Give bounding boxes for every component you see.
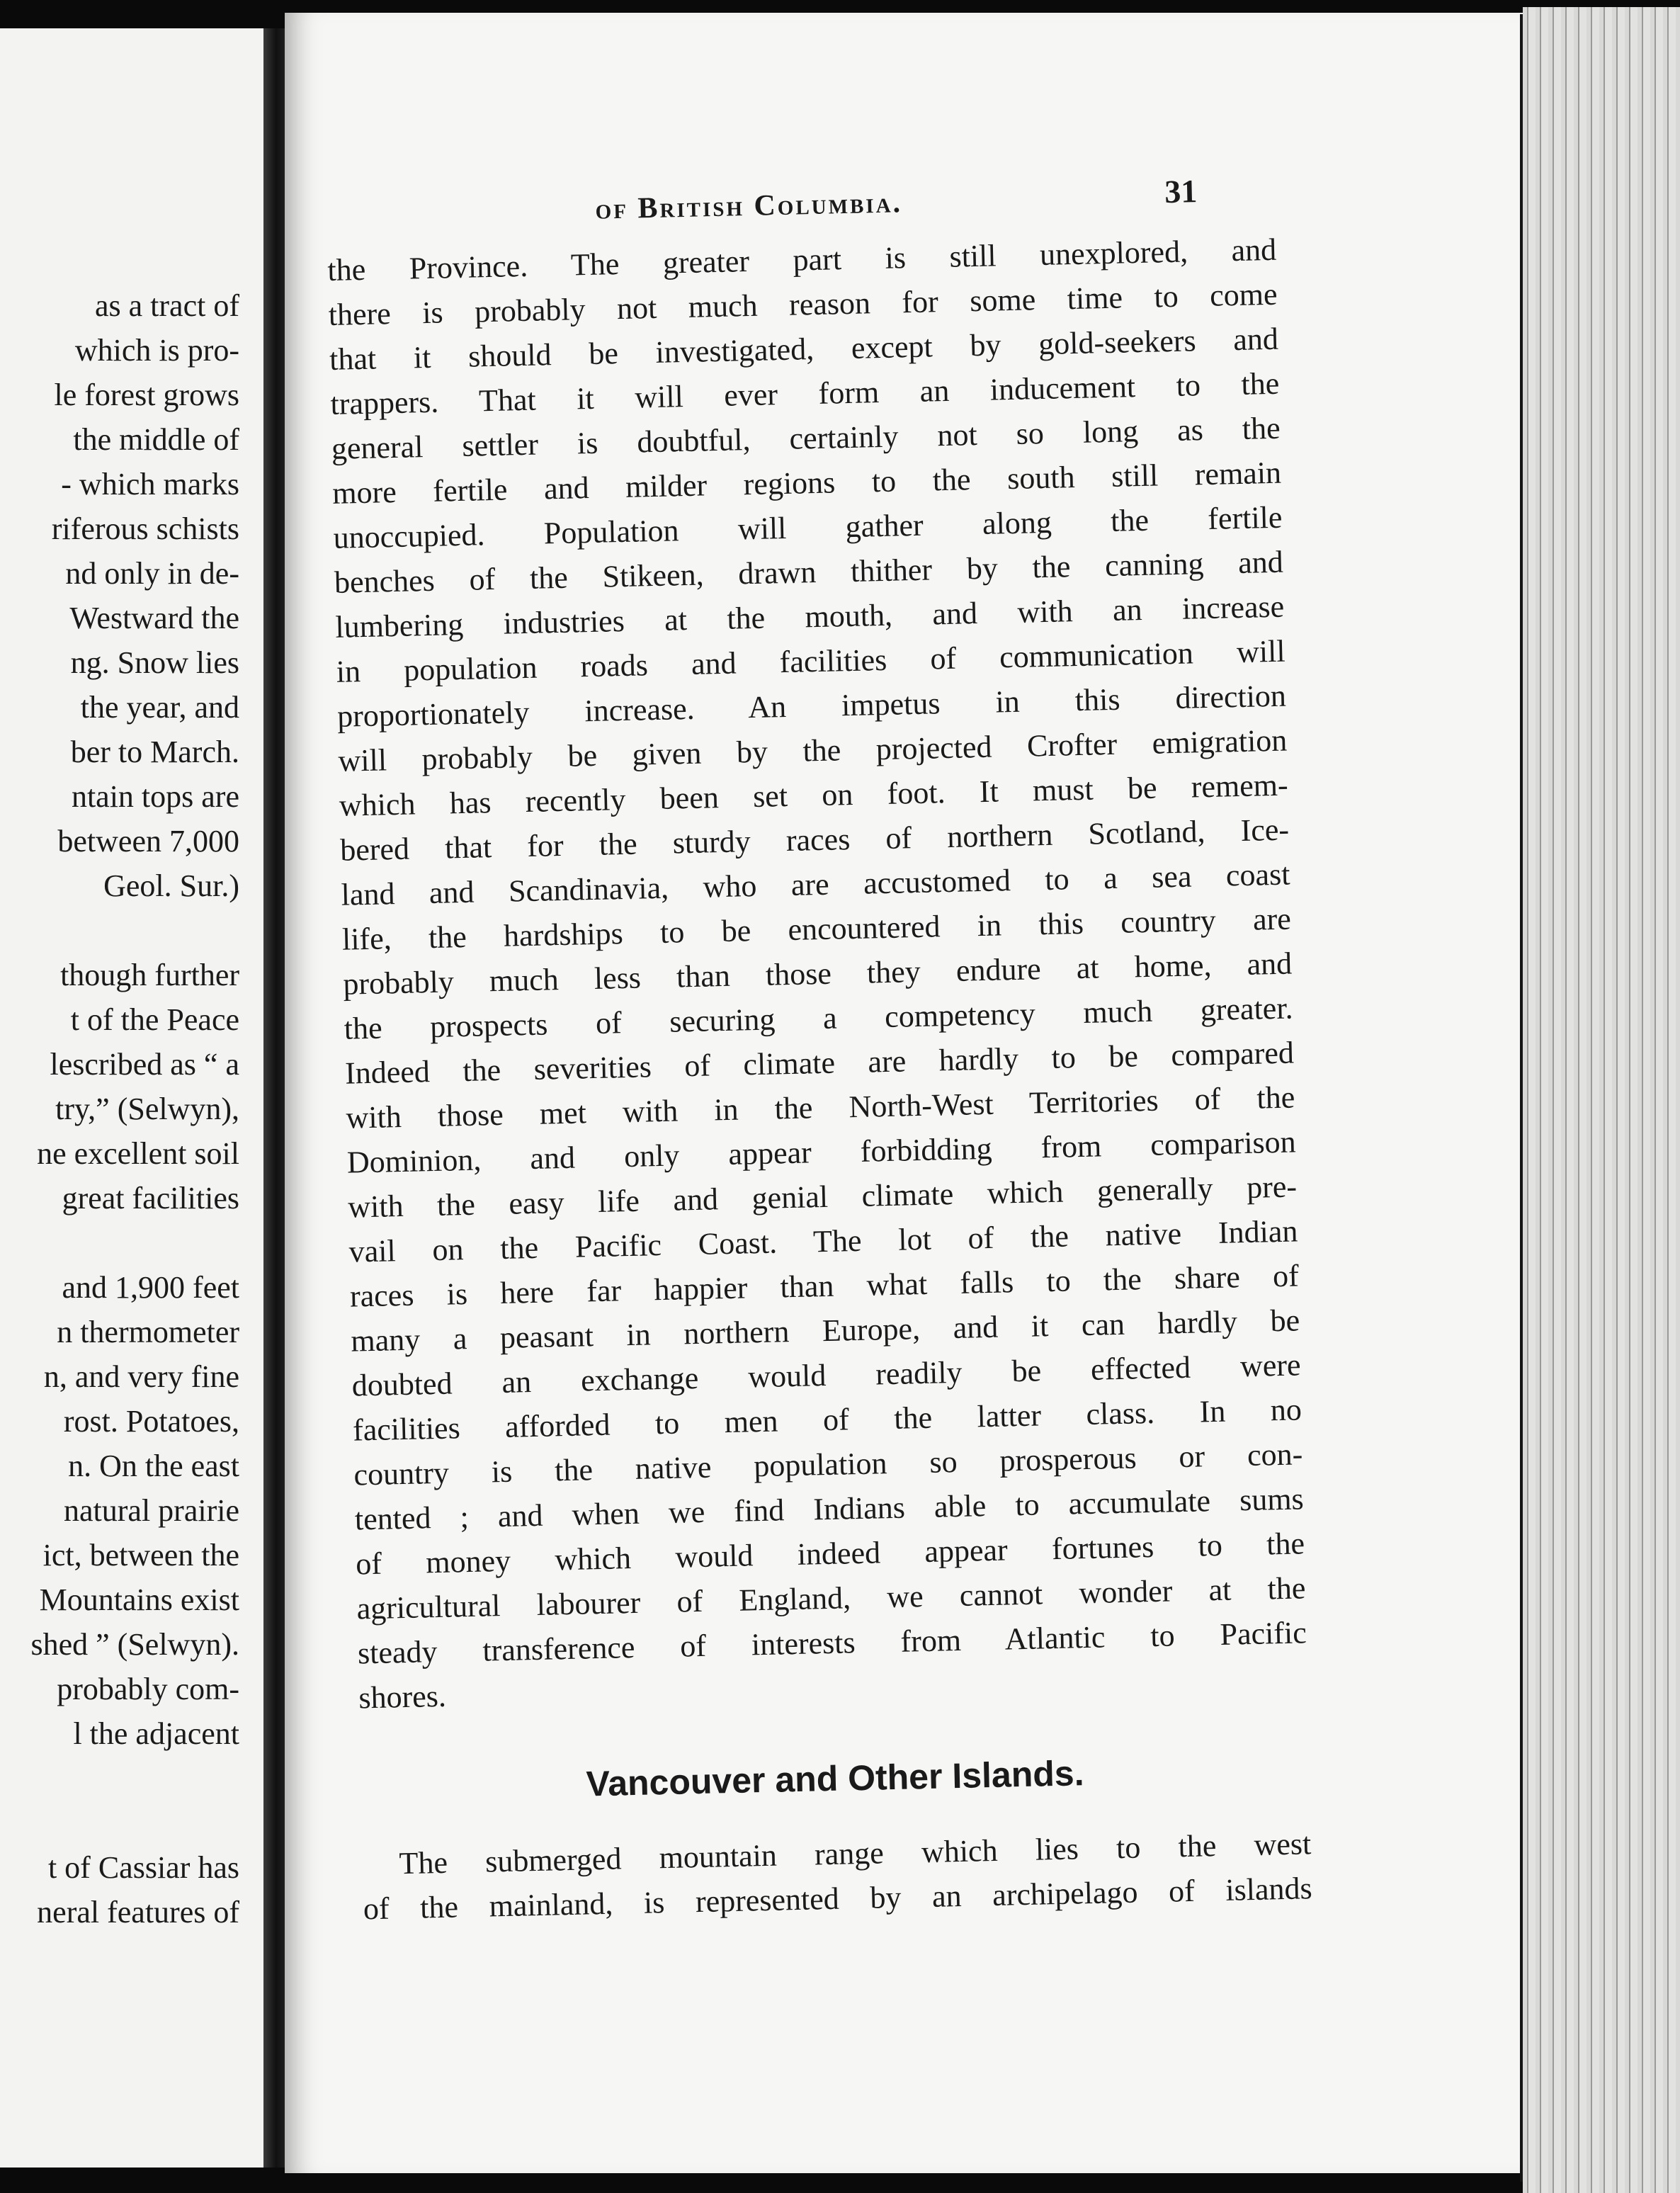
- text-line: lumbering industries at the mouth, and with an increase: [334, 589, 1285, 645]
- text-line: though further: [60, 958, 239, 992]
- text-line: probably com-: [57, 1672, 239, 1706]
- text-line: shores.: [358, 1678, 447, 1716]
- text-line: lescribed as “ a: [50, 1047, 239, 1082]
- text-line: in population roads and facilities of communication will: [336, 633, 1286, 689]
- text-line: many a peasant in northern Europe, and it can hardly be: [350, 1303, 1300, 1359]
- text-line: facilities afforded to men of the latter class. In no: [352, 1392, 1302, 1448]
- page-edges: [1523, 7, 1680, 2193]
- text-line: there is probably not much reason for some time to come: [328, 276, 1278, 332]
- left-page: [0, 28, 263, 2168]
- text-line: t of the Peace: [70, 1002, 239, 1037]
- text-line: as a tract of: [95, 288, 239, 323]
- text-line: ntain tops are: [71, 779, 239, 814]
- text-line: land and Scandinavia, who are accustomed to a sea coast: [341, 856, 1290, 912]
- text-line: of money which would indeed appear fortunes to the: [355, 1526, 1305, 1582]
- page-number: 31: [1164, 173, 1198, 210]
- text-line: the middle of: [73, 422, 239, 457]
- text-line: which is pro-: [74, 333, 239, 368]
- body-paragraph: [327, 227, 1308, 1721]
- text-line: of the mainland, is represented by an archipelago of islands: [363, 1871, 1313, 1927]
- text-line: trappers. That it will ever form an inducement to the: [330, 366, 1280, 421]
- text-line: ne excellent soil: [37, 1136, 239, 1171]
- text-line: The submerged mountain range which lies to the west: [398, 1826, 1312, 1881]
- text-line: le forest grows: [54, 378, 239, 412]
- text-line: tented ; and when we find Indians able to accumulate sums: [354, 1481, 1305, 1537]
- text-line: doubted an exchange would readily be effected were: [351, 1347, 1302, 1403]
- text-line: benches of the Stikeen, drawn thither by the canning and: [334, 544, 1284, 600]
- text-line: great facilities: [62, 1181, 239, 1216]
- text-line: neral features of: [37, 1895, 239, 1930]
- text-line: that it should be investigated, except by gold-seekers and: [329, 321, 1279, 377]
- text-line: and 1,900 feet: [62, 1270, 239, 1305]
- text-line: ng. Snow lies: [70, 645, 239, 680]
- text-line: country is the native population so prosperous or con-: [353, 1436, 1303, 1492]
- book-gutter: [263, 28, 285, 2168]
- text-line: steady transference of interests from Atlantic to Pacific: [357, 1615, 1307, 1671]
- text-line: with the easy life and genial climate which generally pre-: [347, 1169, 1298, 1225]
- text-line: unoccupied. Population will gather along the fertile: [333, 499, 1283, 555]
- text-line: Westward the: [69, 601, 239, 635]
- left-page-text: [31, 283, 240, 1934]
- text-line: Mountains exist: [39, 1582, 239, 1617]
- text-line: with those met with in the North-West Territories of the: [346, 1080, 1295, 1135]
- text-line: probably much less than those they endure at home, and: [342, 946, 1293, 1002]
- text-line: the prospects of securing a competency much greater.: [344, 990, 1294, 1046]
- text-line: - which marks: [61, 467, 239, 502]
- text-line: between 7,000: [57, 824, 239, 858]
- text-line: ber to March.: [70, 735, 239, 769]
- text-line: agricultural labourer of England, we cannot wonder at the: [356, 1570, 1306, 1626]
- text-line: Indeed the severities of climate are hardly to be compared: [344, 1035, 1295, 1091]
- text-line: [31, 1220, 240, 1265]
- page-content: [326, 171, 1312, 1932]
- text-line: riferous schists: [51, 511, 239, 546]
- text-line: n, and very fine: [43, 1359, 239, 1394]
- text-line: n thermometer: [57, 1315, 239, 1349]
- text-line: the year, and: [80, 690, 239, 725]
- text-line: nd only in de-: [65, 556, 239, 591]
- text-line: [31, 1756, 240, 1801]
- text-line: rost. Potatoes,: [63, 1404, 239, 1439]
- running-title: of British Columbia.: [595, 186, 903, 226]
- text-line: l the adjacent: [73, 1716, 239, 1751]
- text-line: more fertile and milder regions to the south still remain: [331, 455, 1282, 511]
- text-line: life, the hardships to be encountered in this country are: [341, 901, 1292, 957]
- text-line: [31, 1801, 240, 1845]
- text-line: bered that for the sturdy races of northern Scotland, Ice-: [339, 812, 1290, 868]
- text-line: the Province. The greater part is still unexplored, and: [327, 232, 1277, 288]
- text-line: will probably be given by the projected Crofter emigration: [338, 722, 1288, 778]
- text-line: proportionately increase. An impetus in this direction: [336, 678, 1287, 734]
- text-line: natural prairie: [64, 1493, 239, 1528]
- text-line: [31, 908, 240, 953]
- text-line: t of Cassiar has: [47, 1850, 239, 1885]
- text-line: shed ” (Selwyn).: [30, 1627, 239, 1662]
- text-line: which has recently been set on foot. It must be remem-: [339, 767, 1289, 823]
- text-line: races is here far happier than what falls to the share of: [349, 1258, 1300, 1314]
- text-line: n. On the east: [68, 1449, 239, 1483]
- text-line: Dominion, and only appear forbidding from comparison: [346, 1124, 1297, 1180]
- text-line: try,” (Selwyn),: [55, 1092, 239, 1126]
- text-line: general settler is doubtful, certainly not so long as the: [331, 410, 1281, 466]
- section-heading: Vancouver and Other Islands.: [586, 1753, 1085, 1804]
- text-line: vail on the Pacific Coast. The lot of the native Indian: [348, 1213, 1298, 1269]
- text-line: Geol. Sur.): [103, 868, 239, 903]
- text-line: ict, between the: [42, 1538, 239, 1572]
